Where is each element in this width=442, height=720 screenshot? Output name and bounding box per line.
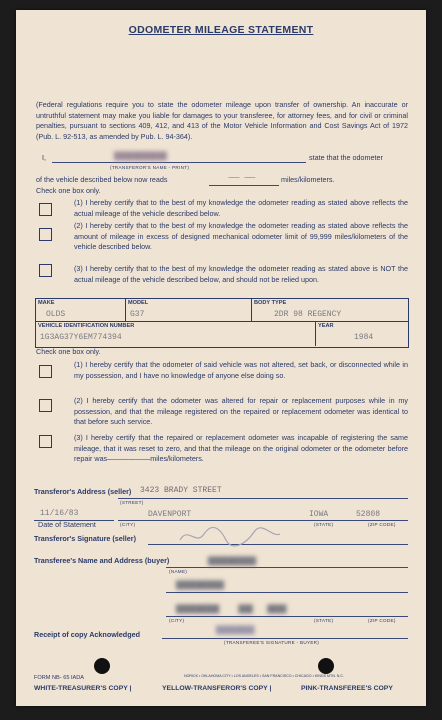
transferor-name-redacted: ███████████ — [114, 152, 167, 161]
option-a2: (2) I hereby certify that to the best of my knowledge the odometer reading as stated above reflects the amount of mileage in excess of designed mechanical odometer limit of 99,999 miles/kilometers of the vehicle described below. — [74, 221, 408, 252]
zip-caption: (ZIP CODE) — [368, 522, 396, 527]
transferee-name-line[interactable] — [166, 567, 408, 568]
check-one-box-1: Check one box only. — [36, 186, 101, 195]
model-cell[interactable] — [126, 299, 252, 321]
transferor-zip[interactable]: 52808 — [356, 510, 381, 519]
yellow-copy-label: YELLOW-TRANSFEROR'S COPY | — [162, 685, 272, 692]
check-one-box-2: Check one box only. — [36, 347, 101, 356]
street-caption: (STREET) — [120, 500, 144, 505]
state-that-text: state that the odometer — [309, 153, 383, 162]
transferee-street-line[interactable] — [166, 592, 408, 593]
i-label: I, — [42, 153, 46, 162]
transferor-name-line[interactable] — [52, 162, 306, 163]
checkbox-a2[interactable] — [39, 228, 52, 241]
miles-km-text: miles/kilometers. — [281, 175, 335, 184]
vin-cell[interactable] — [36, 322, 316, 346]
vin-value: 1G3AG37Y6EM774394 — [40, 333, 122, 342]
year-value: 1984 — [354, 333, 374, 342]
checkbox-b2[interactable] — [39, 399, 52, 412]
street-line[interactable] — [118, 498, 408, 499]
odometer-form — [16, 10, 426, 706]
city-line — [118, 520, 408, 521]
option-b1: (1) I hereby certify that the odometer of said vehicle was not altered, set back, or disconnected while in my possession, and I have no knowledge of anyone else doing so. — [74, 360, 408, 380]
date-label: Date of Statement — [38, 520, 96, 529]
transferee-signature-line[interactable] — [162, 638, 408, 639]
receipt-label: Receipt of copy Acknowledged — [34, 630, 140, 639]
reading-line[interactable] — [209, 185, 279, 186]
model-label: MODEL — [128, 300, 149, 306]
punch-hole-left — [94, 658, 110, 674]
transferee-name-caption: (NAME) — [169, 569, 188, 574]
option-b2: (2) I hereby certify that the odometer was altered for repair or replacement purposes while in my possession, and that the mileage registered on the repaired or replacement odometer was identical to that before such service. — [74, 396, 408, 427]
intro-paragraph: (Federal regulations require you to state the odometer mileage upon transfer of ownership. An inaccurate or untruthful statement may make you liable for damages to your transferee, for attorney fees, and for civil or criminal penalties, pursuant to sections 409, 412, and 413 of the Motor Vehicle Information and Cost Savings Act of 1972 (Pub. L. 92-513, as amended by Pub. L. 94-364). — [36, 100, 408, 141]
form-number: FORM NB- 65 IADA — [34, 675, 85, 681]
body-type-cell[interactable] — [252, 299, 407, 321]
option-a3: (3) I hereby certify that to the best of my knowledge the odometer reading as stated above is NOT the actual mileage of the vehicle described below, and should not be relied upon. — [74, 264, 408, 284]
now-reads-text: of the vehicle described below now reads — [36, 175, 168, 184]
transferor-signature-label: Transferor's Signature (seller) — [34, 534, 136, 543]
vehicle-table — [35, 298, 409, 348]
city-caption: (CITY) — [120, 522, 136, 527]
option-a1: (1) I hereby certify that to the best of my knowledge the odometer reading as stated above reflects the actual mileage of the vehicle described below. — [74, 198, 408, 218]
state-caption: (STATE) — [314, 522, 334, 527]
transferee-city-caption: (CITY) — [169, 618, 185, 623]
transferor-name-caption: (TRANSFEROR'S NAME - PRINT) — [110, 165, 190, 170]
body-type-value: 2DR 98 REGENCY — [274, 310, 342, 319]
checkbox-b3[interactable] — [39, 435, 52, 448]
printer-cities: NORICK • OKLAHOMA CITY • LOS ANGELES • SAN FRANCISCO • CHICAGO • KINGS MTN. N.C. — [184, 674, 344, 678]
year-label: YEAR — [318, 323, 334, 329]
vehicle-row-2 — [36, 322, 408, 346]
transferee-signature-redacted: ████████ — [216, 626, 255, 635]
checkbox-a3[interactable] — [39, 264, 52, 277]
transferor-street: 3423 BRADY STREET — [140, 486, 222, 495]
white-copy-label: WHITE-TREASURER'S COPY | — [34, 685, 132, 692]
make-value: OLDS — [46, 310, 66, 319]
form-title: ODOMETER MILEAGE STATEMENT — [128, 24, 314, 36]
punch-hole-right — [318, 658, 334, 674]
checkbox-a1[interactable] — [39, 203, 52, 216]
transferor-city[interactable]: DAVENPORT — [148, 510, 192, 519]
transferee-street-redacted: ██████████ — [176, 581, 225, 590]
vin-label: VEHICLE IDENTIFICATION NUMBER — [38, 323, 135, 329]
transferee-name-redacted: ██████████ — [208, 557, 257, 566]
transferor-signature-scribble — [176, 524, 286, 548]
make-label: MAKE — [38, 300, 55, 306]
year-cell[interactable] — [316, 322, 407, 346]
transferee-city-redacted: █████████ ███ ████ — [176, 605, 287, 614]
statement-date[interactable]: 11/16/83 — [40, 509, 79, 518]
option-b3: (3) I hereby certify that the repaired or replacement odometer was incapable of registering the same mileage, that it was reset to zero, and that the mileage on the original odometer or the odometer before repair was——————miles/kilometers. — [74, 433, 408, 464]
checkbox-b1[interactable] — [39, 365, 52, 378]
transferee-zip-caption: (ZIP CODE) — [368, 618, 396, 623]
reading-handwritten: — — — [228, 170, 256, 184]
transferee-state-caption: (STATE) — [314, 618, 334, 623]
transferee-city-line[interactable] — [166, 616, 408, 617]
transferee-signature-caption: (TRANSFEREE'S SIGNATURE - BUYER) — [224, 640, 320, 645]
make-cell[interactable] — [36, 299, 126, 321]
pink-copy-label: PINK-TRANSFEREE'S COPY — [301, 685, 393, 692]
vehicle-row-1 — [36, 299, 408, 322]
transferor-address-label: Transferor's Address (seller) — [34, 487, 132, 496]
model-value: G37 — [130, 310, 145, 319]
transferor-state[interactable]: IOWA — [309, 510, 329, 519]
body-type-label: BODY TYPE — [254, 300, 287, 306]
transferee-label: Transferee's Name and Address (buyer) — [34, 556, 170, 565]
